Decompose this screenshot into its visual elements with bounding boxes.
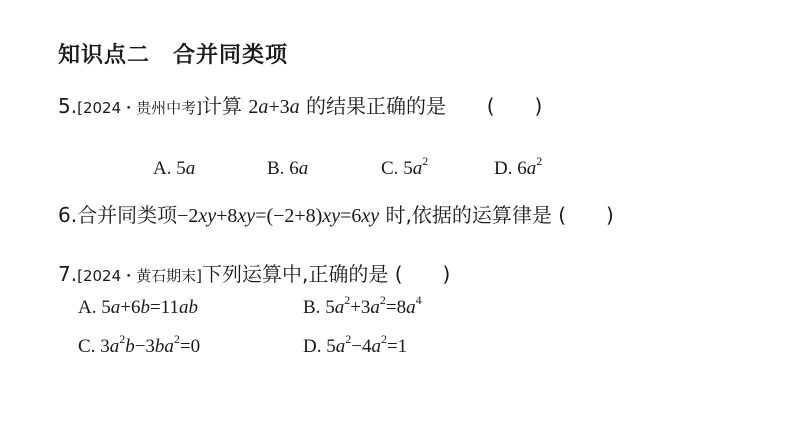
- question-number: 7.: [58, 262, 78, 286]
- q5-option-c[interactable]: C. $5a^2$: [381, 154, 429, 179]
- question-stem-pre: 计算: [201, 94, 242, 118]
- question-stem-post: 的结果正确的是: [305, 94, 446, 118]
- question-stem: 下列运算中,正确的是: [201, 262, 389, 286]
- q7-option-c[interactable]: C. $3a^2b-3ba^2=0$: [78, 332, 201, 357]
- q7-option-a[interactable]: A. 5a+6b=11ab: [78, 297, 198, 318]
- question-source: [2024・黄石期末]: [77, 267, 202, 285]
- math-expression: −2xy+8xy=(−2+8)xy=6xy: [177, 205, 380, 227]
- q5-option-d[interactable]: D. $6a^2$: [494, 154, 543, 179]
- question-7: [58, 258, 450, 287]
- question-number: 5.: [58, 94, 78, 118]
- question-number: 6.: [58, 203, 78, 227]
- q5-option-a[interactable]: A. 5a: [153, 158, 196, 179]
- answer-paren: ( ): [558, 203, 614, 227]
- q7-option-b[interactable]: B. $5a^2+3a^2=8a^4$: [303, 293, 422, 318]
- question-source: [2024・贵州中考]: [77, 99, 202, 117]
- q7-option-d[interactable]: D. $5a^2-4a^2=1$: [303, 332, 408, 357]
- question-stem-pre: 合并同类项: [77, 203, 178, 227]
- math-expression: 2a+3a: [248, 96, 300, 118]
- section-title: 知识点二 合并同类项: [58, 43, 289, 68]
- question-5: [58, 90, 542, 119]
- question-stem-post: 时,依据的运算律是: [385, 203, 552, 227]
- answer-paren: ( ): [394, 262, 451, 286]
- q5-option-b[interactable]: B. 6a: [267, 158, 309, 179]
- answer-paren: ( ): [486, 94, 543, 118]
- question-6: [58, 199, 614, 228]
